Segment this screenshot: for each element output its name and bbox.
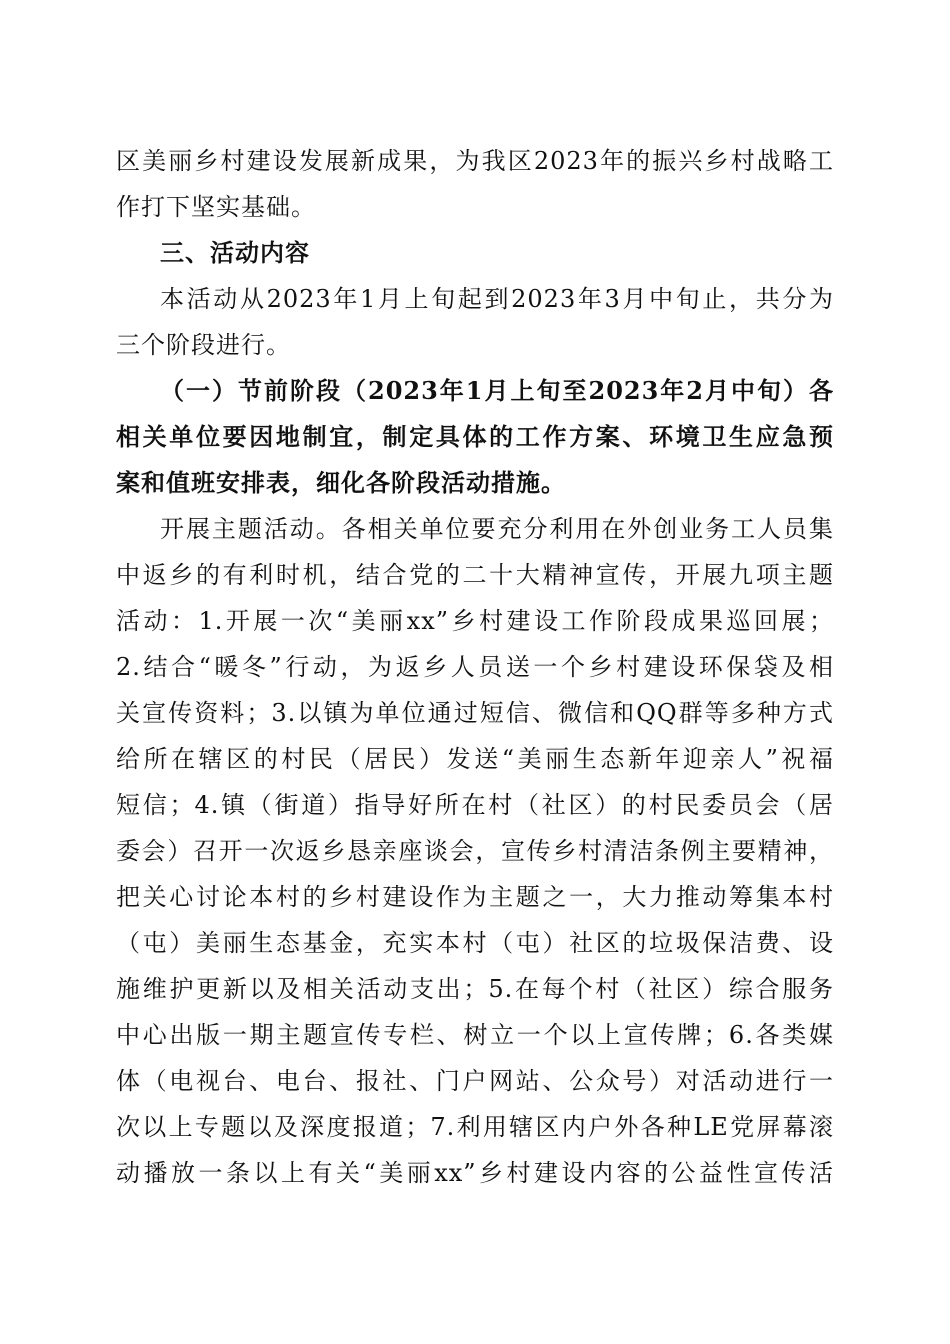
text-line: 中返乡的有利时机，结合党的二十大精神宣传，开展九项主题 <box>116 561 834 589</box>
text-line: 活动：1.开展一次“美丽xx”乡村建设工作阶段成果巡回展； <box>116 607 834 635</box>
text-line: 中心出版一期主题宣传专栏、树立一个以上宣传牌；6.各类媒 <box>116 1021 834 1049</box>
text-line: 区美丽乡村建设发展新成果，为我区2023年的振兴乡村战略工 <box>116 147 834 175</box>
text-line: 开展主题活动。各相关单位要充分利用在外创业务工人员集 <box>160 515 834 543</box>
text-line: 短信；4.镇（街道）指导好所在村（社区）的村民委员会（居 <box>116 791 834 819</box>
activity-paragraph <box>116 506 834 1196</box>
document-page <box>116 0 834 1344</box>
text-line: 三个阶段进行。 <box>116 331 291 359</box>
text-line: 次以上专题以及深度报道；7.利用辖区内户外各种LE党屏幕滚 <box>116 1113 834 1141</box>
text-line: 施维护更新以及相关活动支出；5.在每个村（社区）综合服务 <box>116 975 834 1003</box>
text-line: 给所在辖区的村民（居民）发送“美丽生态新年迎亲人”祝福 <box>116 745 834 773</box>
text-line: 2.结合“暖冬”行动，为返乡人员送一个乡村建设环保袋及相 <box>116 653 834 681</box>
text-line: 把关心讨论本村的乡村建设作为主题之一，大力推动筹集本村 <box>116 883 834 911</box>
section-heading <box>116 230 834 276</box>
text-line: 作打下坚实基础。 <box>116 193 316 221</box>
text-line: 关宣传资料；3.以镇为单位通过短信、微信和QQ群等多种方式 <box>116 699 834 727</box>
text-line: （屯）美丽生态基金，充实本村（屯）社区的垃圾保洁费、设 <box>116 929 834 957</box>
text-line: 相关单位要因地制宜，制定具体的工作方案、环境卫生应急预 <box>116 422 834 451</box>
text-line: 委会）召开一次返乡恳亲座谈会，宣传乡村清洁条例主要精神， <box>116 837 834 865</box>
section-heading-text: 三、活动内容 <box>160 239 310 267</box>
text-line: 体（电视台、电台、报社、门户网站、公众号）对活动进行一 <box>116 1067 834 1095</box>
text-line: （一）节前阶段（2023年1月上旬至2023年2月中旬）各 <box>160 376 834 405</box>
stage-one-paragraph <box>116 368 834 506</box>
intro-paragraph <box>116 138 834 230</box>
text-line: 动播放一条以上有关“美丽xx”乡村建设内容的公益性宣传活 <box>116 1159 834 1187</box>
overview-paragraph <box>116 276 834 368</box>
text-line: 本活动从2023年1月上旬起到2023年3月中旬止，共分为 <box>160 285 834 313</box>
text-line: 案和值班安排表，细化各阶段活动措施。 <box>116 468 566 497</box>
